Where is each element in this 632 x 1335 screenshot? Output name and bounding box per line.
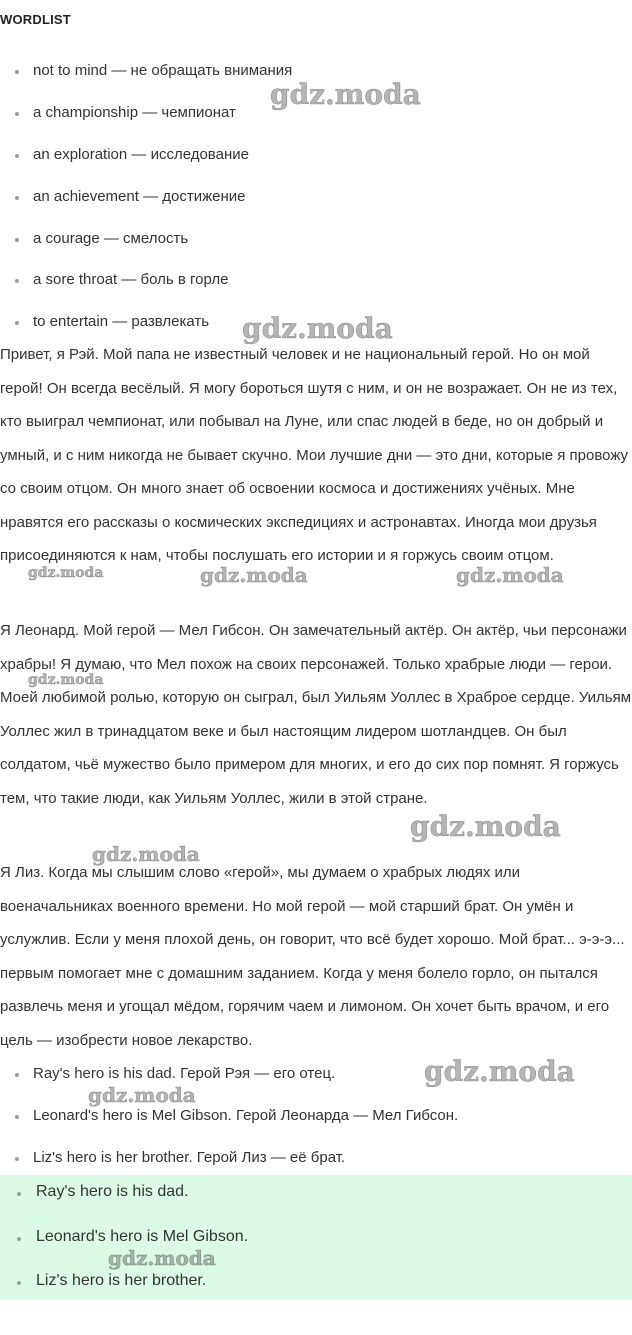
wordlist-item: not to mind — не обращать внимания (18, 62, 292, 79)
watermark: gdz.moda (28, 672, 104, 688)
answer-item: Leonard's hero is Mel Gibson. Герой Леонарда — Мел Гибсон. (18, 1107, 458, 1124)
watermark: gdz.moda (270, 78, 421, 111)
wordlist-heading: WORDLIST (0, 12, 71, 27)
bullet-icon (15, 70, 19, 74)
watermark: gdz.moda (108, 1246, 216, 1270)
answer-item-en: Ray's hero is his dad. (20, 1183, 188, 1201)
paragraph-ray: Привет, я Рэй. Мой папа не известный человек и не национальный герой. Но он мой герой! Он всегда весёлый. Я могу бороться шутя с ним, и он не возражает. Он не из тех, кто выиграл чемпионат, или побывал на Луне, или спас людей в беде, но он добрый и умный, и с ним никогда не бывает скучно. Мои лучшие дни — это дни, которые я провожу со своим отцом. Он много знает об освоении космоса и достижениях учёных. Мне нравятся его рассказы о космических экспедициях и астронавтах. Иногда мои друзья присоединяются к нам, чтобы послушать его истории и я горжусь своим отцом. (0, 346, 629, 564)
bullet-icon (15, 1073, 19, 1077)
bullet-icon (15, 112, 19, 116)
bullet-icon (15, 279, 19, 283)
paragraph-liz: Я Лиз. Когда мы слышим слово «герой», мы думаем о храбрых людях или военачальниках военного времени. Но мой герой — мой старший брат. Он умён и услужлив. Если у меня плохой день, он говорит, что всё будет хорошо. Мой брат... э-э-э... первым помогает мне с домашним заданием. Когда у меня болело горло, он пытался развлечь меня и угощал мёдом, горячим чаем и лимоном. Он хочет быть врачом, и его цель — изобрести новое лекарство. (0, 864, 625, 1049)
watermark: gdz.moda (28, 565, 104, 581)
bullet-icon (17, 1281, 21, 1285)
bullet-icon (15, 321, 19, 325)
bullet-icon (17, 1192, 21, 1196)
answer-highlight-box (0, 1175, 632, 1300)
wordlist-item: an exploration — исследование (18, 146, 249, 163)
bullet-icon (17, 1237, 21, 1241)
wordlist-item: a courage — смелость (18, 230, 188, 247)
watermark: gdz.moda (456, 563, 564, 587)
wordlist-item: an achievement — достижение (18, 188, 245, 205)
watermark: gdz.moda (424, 1055, 575, 1088)
watermark: gdz.moda (242, 312, 393, 345)
answer-item-en: Leonard's hero is Mel Gibson. (20, 1228, 248, 1246)
bullet-icon (15, 154, 19, 158)
answer-item: Ray's hero is his dad. Герой Рэя — его отец. (18, 1065, 335, 1082)
bullet-icon (15, 238, 19, 242)
answer-item-en: Liz's hero is her brother. (20, 1272, 206, 1290)
bullet-icon (15, 1115, 19, 1119)
watermark: gdz.moda (88, 1083, 196, 1107)
watermark: gdz.moda (92, 842, 200, 866)
wordlist-item: a championship — чемпионат (18, 104, 236, 121)
wordlist-item: a sore throat — боль в горле (18, 271, 228, 288)
answer-item: Liz's hero is her brother. Герой Лиз — её брат. (18, 1149, 345, 1166)
watermark: gdz.moda (200, 563, 308, 587)
bullet-icon (15, 1157, 19, 1161)
paragraph-leonard: Я Леонард. Мой герой — Мел Гибсон. Он замечательный актёр. Он актёр, чьи персонажи храбры! Я думаю, что Мел похож на своих персонажей. Только храбрые люди — герои. Моей любимой ролью, которую он сыграл, был Уильям Уоллес в Храброе сердце. Уильям Уоллес жил в тринадцатом веке и был настоящим лидером шотландцев. Он был солдатом, чьё мужество было примером для многих, и его до сих пор помнят. Я горжусь тем, что такие люди, как Уильям Уоллес, жили в этой стране. (0, 622, 632, 807)
watermark: gdz.moda (410, 810, 561, 843)
wordlist-item: to entertain — развлекать (18, 313, 209, 330)
bullet-icon (15, 196, 19, 200)
